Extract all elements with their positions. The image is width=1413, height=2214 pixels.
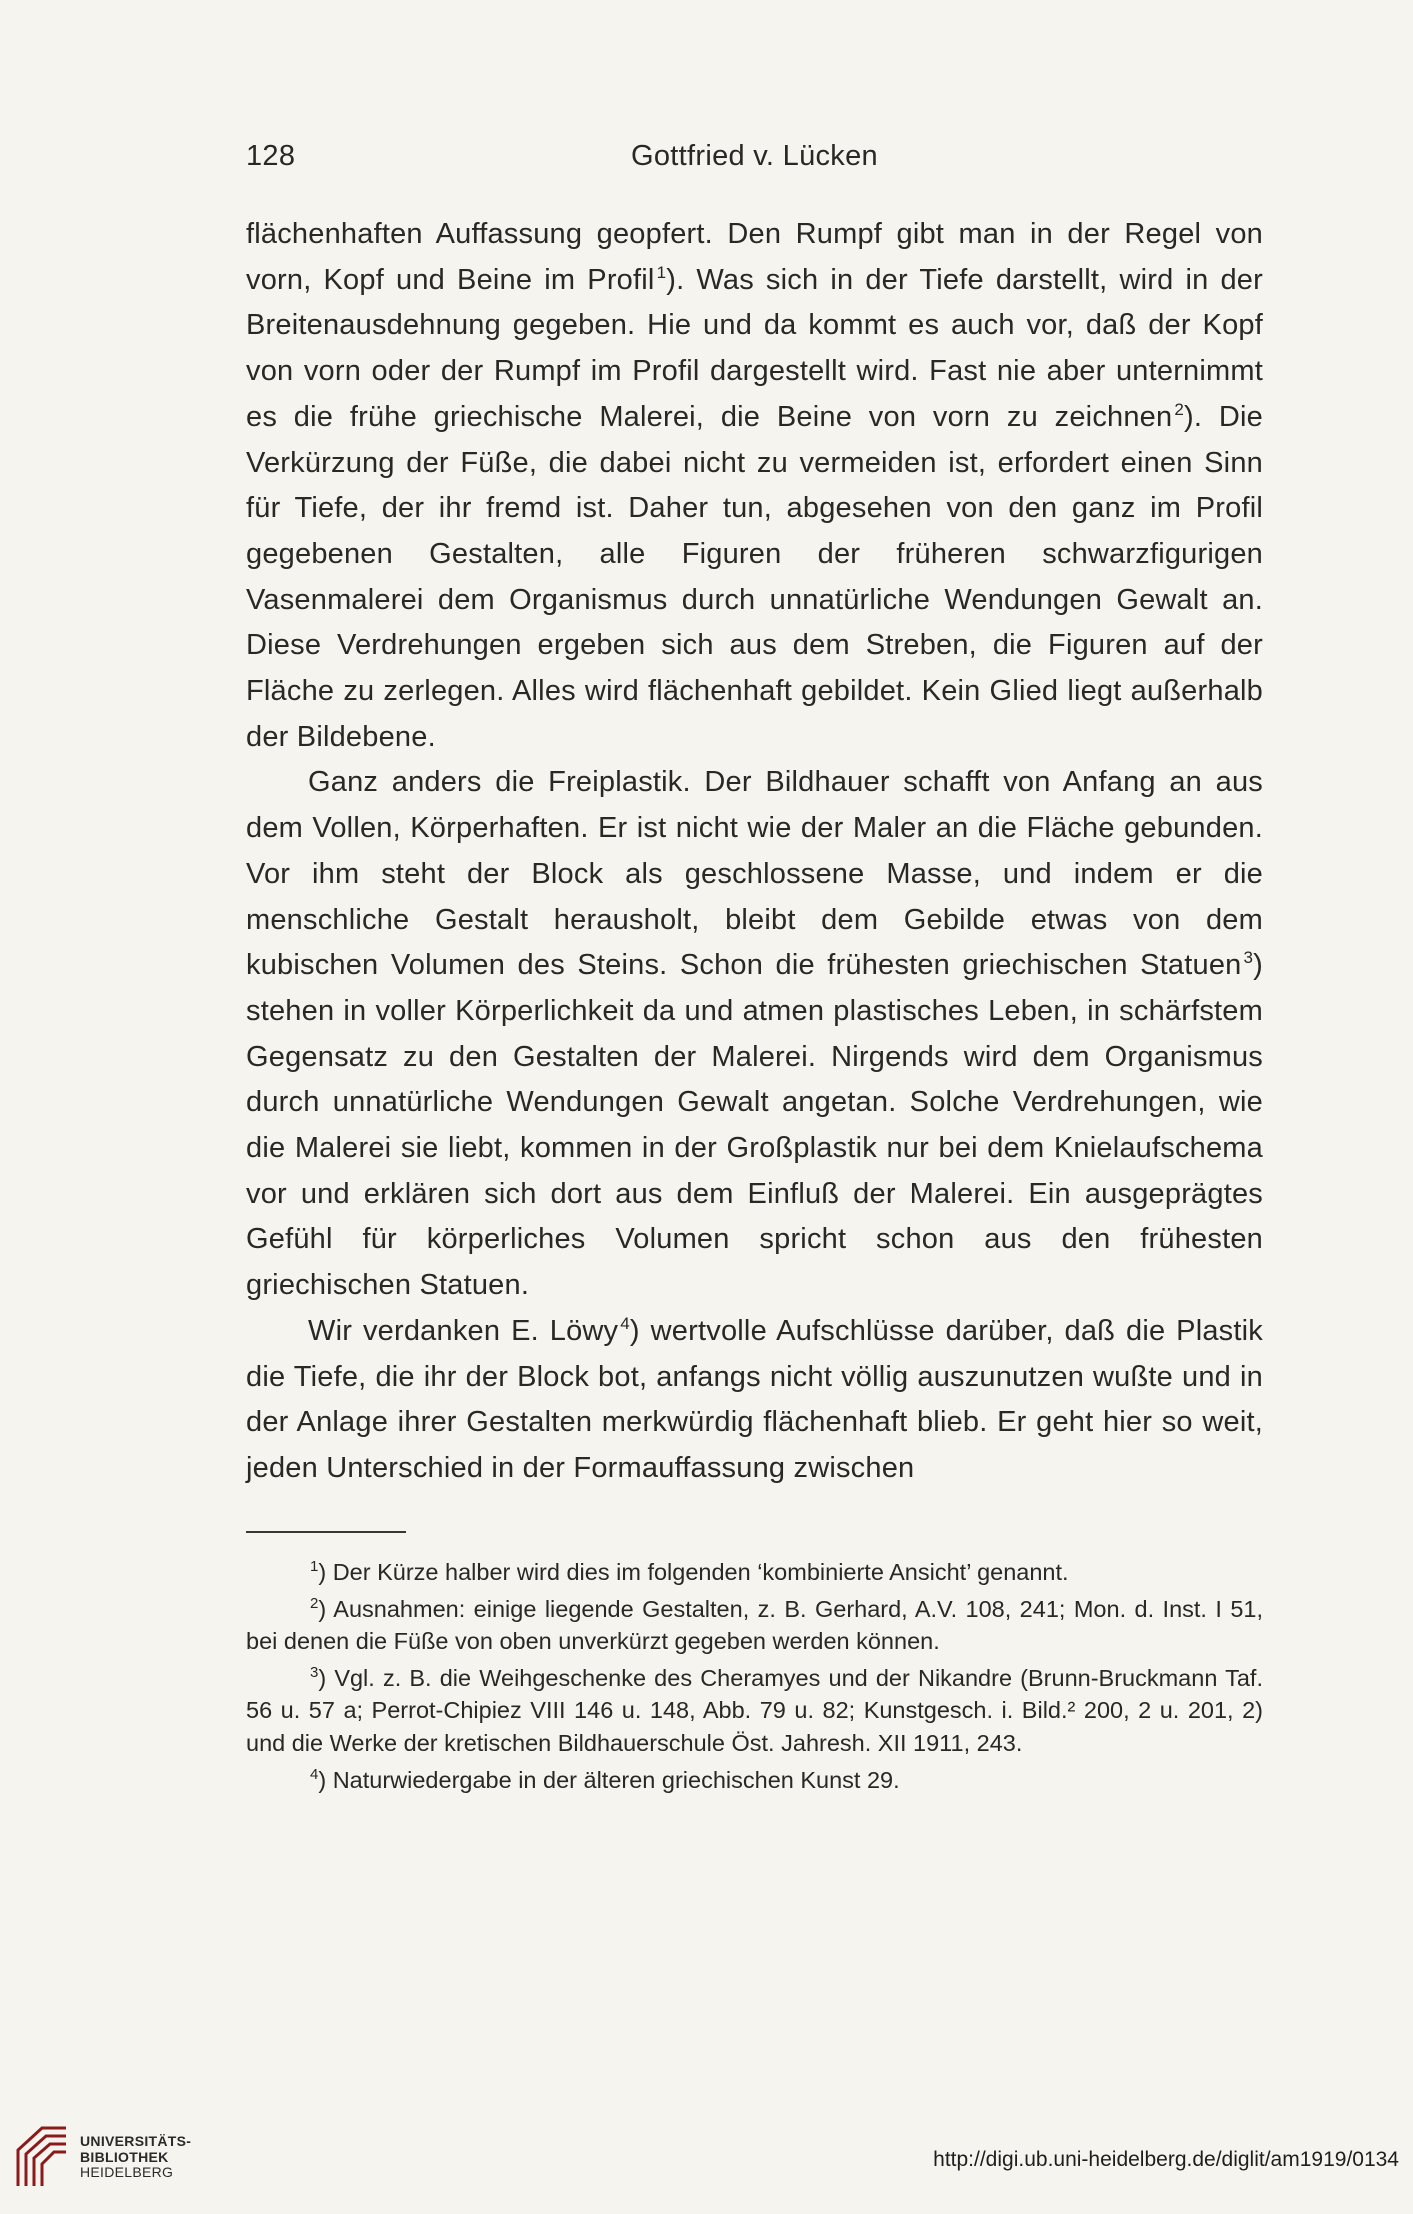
footnote-ref-4: 4 xyxy=(620,1313,630,1333)
footnote-4-mark: 4 xyxy=(310,1765,319,1783)
library-logo[interactable] xyxy=(14,2120,194,2192)
paragraph-2-text-a: Ganz anders die Freiplastik. Der Bildhauer schafft von Anfang an aus dem Vollen, Körperhaften. Er ist nicht wie der Maler an die Fläche gebunden. Vor ihm steht der Block als geschlossene Masse, und indem er die menschliche Gestalt herausholt, bleibt dem Gebilde etwas von dem kubischen Volumen des Steins. Schon die frühesten griechischen Statuen xyxy=(246,766,1263,982)
page-number: 128 xyxy=(246,140,296,172)
footnote-ref-1: 1 xyxy=(656,262,667,282)
footnote-2 xyxy=(246,1593,1263,1658)
paragraph-2 xyxy=(246,760,1263,1308)
footnote-1-mark: 1 xyxy=(310,1558,319,1575)
footnote-3-mark: 3 xyxy=(310,1663,319,1681)
page-header xyxy=(246,140,1263,184)
paragraph-1-text-b: ). Was sich in der Tiefe darstellt, wird in der Breitenausdehnung gegeben. Hie und da kommt es auch vor, daß der Kopf von vorn oder der Rumpf im Profil dargestellt wird. Fast nie aber unternimmt es die frühe griechische Malerei, die Beine von vorn zu zeichnen xyxy=(246,263,1263,433)
library-name-line-2: BIBLIOTHEK xyxy=(80,2148,169,2165)
ub-heidelberg-logo-icon xyxy=(14,2120,72,2190)
library-name-line-1: UNIVERSITÄTS- xyxy=(80,2133,192,2149)
library-name-line-3: HEIDELBERG xyxy=(80,2164,174,2180)
paragraph-1-text-c: ). Die Verkürzung der Füße, die dabei nicht zu vermeiden ist, erfordert einen Sinn für Tiefe, der ihr fremd ist. Daher tun, abgesehen von den ganz im Profil gegebenen Gestalten, alle Figuren der früheren schwarzfigurigen Vasenmalerei dem Organismus durch unnatürliche Wendungen Gewalt an. Diese Verdrehungen ergeben sich aus dem Streben, die Figuren auf der Fläche zu zerlegen. Alles wird flächenhaft gebildet. Kein Glied liegt außerhalb der Bildebene. xyxy=(246,400,1263,753)
paragraph-2-text-b: ) stehen in voller Körperlichkeit da und atmen plastisches Leben, in schärfstem Gegensatz zu den Gestalten der Malerei. Nirgends wird dem Organismus durch unnatürliche Wendungen Gewalt angetan. Solche Verdrehungen, wie die Malerei sie liebt, kommen in der Großplastik nur bei dem Knielaufschema vor und erklären sich dort aus dem Einfluß der Malerei. Ein ausgeprägtes Gefühl für körperliches Volumen spricht schon aus den frühesten griechischen Statuen. xyxy=(246,949,1263,1302)
footnote-4 xyxy=(246,1764,1263,1797)
paragraph-3-text-a: Wir verdanken E. Löwy xyxy=(308,1314,619,1347)
footnote-1-text: ) Der Kürze halber wird dies im folgenden ‘kombinierte Ansicht’ genannt. xyxy=(318,1559,1069,1585)
footnote-3 xyxy=(246,1662,1263,1760)
footnote-3-text: ) Vgl. z. B. die Weihgeschenke des Cheramyes und der Nikandre (Brunn-Bruckmann Taf. 56 u. 57 a; Perrot-Chipiez VIII 146 u. 148, Abb. 79 u. 82; Kunstgesch. i. Bild.² 200, 2 u. 201, 2) und die Werke der kretischen Bildhauerschule Öst. Jahresh. XII 1911, 243. xyxy=(246,1664,1263,1756)
paragraph-1-text-a: flächenhaften Auffassung geopfert. Den Rumpf gibt man in der Regel von vorn, Kopf und Beine im Profil xyxy=(246,218,1263,296)
running-title: Gottfried v. Lücken xyxy=(631,140,878,172)
footnote-4-text: ) Naturwiedergabe in der älteren griechischen Kunst 29. xyxy=(318,1766,900,1793)
footnotes xyxy=(246,1556,1263,1796)
paragraph-3 xyxy=(246,1309,1263,1492)
footnote-2-text: ) Ausnahmen: einige liegende Gestalten, z. B. Gerhard, A.V. 108, 241; Mon. d. Inst. I 51, bei denen die Füße von oben unverkürzt gegeben werden können. xyxy=(246,1595,1263,1655)
library-name xyxy=(80,2134,191,2181)
paragraph-3-text-b: ) wertvolle Aufschlüsse darüber, daß die Plastik die Tiefe, die ihr der Block bot, anfangs nicht völlig auszunutzen wußte und in der Anlage ihrer Gestalten merkwürdig flächenhaft blieb. Er geht hier so weit, jeden Unterschied in der Formauffassung zwischen xyxy=(246,1314,1263,1484)
footnote-ref-2: 2 xyxy=(1174,399,1184,419)
footnote-divider xyxy=(246,1531,406,1533)
source-url-link[interactable]: http://digi.ub.uni-heidelberg.de/diglit/am1919/0134 xyxy=(933,2148,1399,2171)
main-text xyxy=(246,212,1263,1492)
footnote-1 xyxy=(246,1556,1263,1589)
paragraph-1 xyxy=(246,212,1263,760)
footnote-ref-3: 3 xyxy=(1243,948,1254,968)
footnote-2-mark: 2 xyxy=(310,1594,319,1612)
